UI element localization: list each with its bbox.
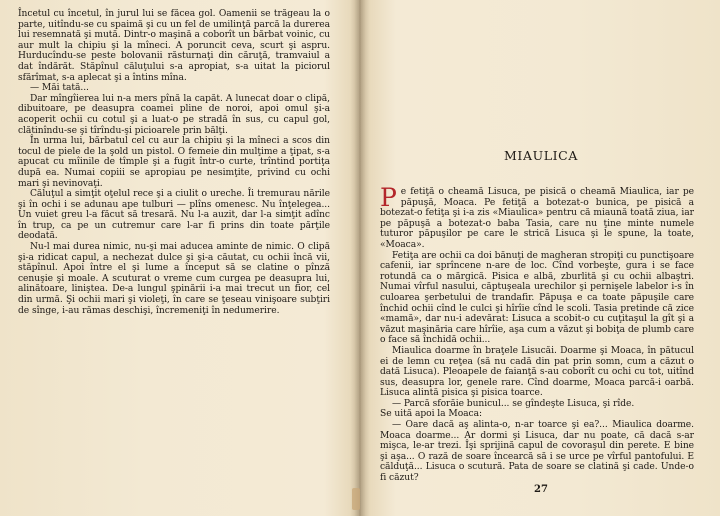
left-paragraph: Dar mîngîierea lui n-a mers pînă la capăt. A lunecat doar o clipă, dibuitoare, pe deasupra coamei pline de noroi, apoi omul şi-a acoperit ochii cu cotul şi a luat-o pe stradă în sus, cu capul gol, clătinîndu-se şi tîrîndu-şi picioarele prin bălţi. [18, 93, 330, 136]
right-paragraph: Fetiţa are ochii ca doi bănuţi de magheran stropiţi cu punctişoare cafenii, iar sprîncene n-are de loc. Cînd vorbeşte, gura i se face rotundă ca o mărgică. Pisica e albă, zburlită şi cu ochii albaştri. Numai vîrful nasului, căptuşeala urechilor şi pernişele labelor i-s în culoarea şerbetului de trandafir. Păpuşa e ca toate păpuşile care închid ochii cînd le culci şi hîrîie cînd le scoli. Tasia pretinde că zice «mamă», dar nu-i adevărat: Lisuca a scobit-o cu cuţitaşul la gît şi a văzut maşinăria care hîrîie, aşa cum a văzut şi bobiţa de plumb care o face să închidă ochii... [380, 250, 694, 346]
left-paragraph: Nu-l mai durea nimic, nu-şi mai aducea aminte de nimic. O clipă şi-a ridicat capul, a nechezat dulce şi şi-a căutat, cu ochii încă vii, stăpînul. Apoi între el şi lume a început să se clatine o pînză cenuşie şi moale. A scuturat o vreme cum curgea pe deasupra lui, alinătoare, liniştea. De-a lungul şpinării i-a mai trecut un fior, cel din urmă. Şi ochii mari şi violeţi, în care se ţeseau vinişoare subţiri de sînge, i-au rămas deschişi, încremeniţi în nedumerire. [18, 242, 330, 316]
right-page [362, 0, 720, 516]
opening-paragraph-text: e fetiţă o cheamă Lisuca, pe pisică o cheamă Miaulica, iar pe păpuşă, Moaca. Pe fetiţă a botezat-o bunica, pe pisică a botezat-o fetiţa şi i-a zis «Miaulica» pentru că miaună toată ziua, iar pe păpuşă a botezat-o baba Tasia, care nu ţine minte numele tuturor păpuşilor pe care le strică Lisuca şi le spune, la toate, «Moaca». [380, 187, 694, 250]
right-paragraph: — Parcă sforăie bunicul... se gîndeşte Lisuca, şi rîde. [392, 398, 635, 409]
left-paragraph: — Măi tată... [30, 83, 89, 94]
left-paragraph: Încetul cu încetul, în jurul lui se făcea gol. Oamenii se trăgeau la o parte, uitîndu-se cu spaimă şi cu un fel de umilinţă parcă la durerea lui resemnată şi mută. Dintr-o maşină a coborît un bărbat voinic, cu aur mult la chipiu şi la mîneci. A poruncit ceva, scurt şi aspru. Hurducîndu-se peste bolovanii răsturnaţi din căruţă, tramvaiul a dat îndărăt. Stăpînul căluţului s-a apropiat, s-a uitat la piciorul sfărîmat, s-a aplecat şi a întins mîna. [18, 9, 330, 83]
left-paragraph: În urma lui, bărbatul cel cu aur la chipiu şi la mîneci a scos din tocul de piele de la şold un pistol. O femeie din mulţime a ţipat, s-a apucat cu mîinile de tîmple şi a fugit într-o curte, trîntind portiţa după ea. Numai copiii se apropiau pe nesimţite, privind cu ochi mari şi nevinovaţi. [18, 136, 330, 189]
right-paragraph: Miaulica doarme în braţele Lisucăi. Doarme şi Moaca, în pătucul ei de lemn cu reţea (să nu cadă din pat prin somn, cum a căzut o dată Lisuca). Pleoapele de faianţă s-au coborît cu ochi cu tot, uitînd sus, deasupra lor, genele rare. Cînd doarme, Moaca parcă-i oarbă. Lisuca alintă pisica şi pisica toarce. [380, 345, 694, 399]
right-paragraph: Se uită apoi la Moaca: [380, 409, 483, 420]
right-paragraph: — Oare dacă aş alinta-o, n-ar toarce şi ea?... Miaulica doarme. Moaca doarme... Ar dormi şi Lisuca, dar nu poate, că dacă s-ar mişca, le-ar trezi. Îşi sprijină capul de covoraşul din perete. E bine şi aşa... O rază de soare încearcă să i se urce pe vîrful pantofului. E călduţă... Lisuca o scutură. Pata de soare se clatină şi cade. Unde-o fi căzut? [380, 420, 694, 484]
opening-paragraph [380, 183, 694, 251]
left-page [0, 0, 358, 516]
drop-cap-letter: P [380, 183, 397, 212]
bookmark-ribbon [352, 488, 360, 510]
chapter-title: MIAULICA [504, 148, 578, 163]
right-page-text [380, 183, 694, 484]
left-page-text [18, 9, 330, 316]
page-number: 27 [534, 484, 548, 495]
left-paragraph: Căluţul a simţit oţelul rece şi a ciulit o ureche. Îi tremurau nările şi în ochi i se adunau ape tulburi — plîns omenesc. Nu înţelegea... Un vuiet greu l-a făcut să tresară. Nu l-a auzit, dar l-a simţit adînc în trup, ca pe un cutremur care l-ar fi prins din toate părţile deodată. [18, 189, 330, 242]
